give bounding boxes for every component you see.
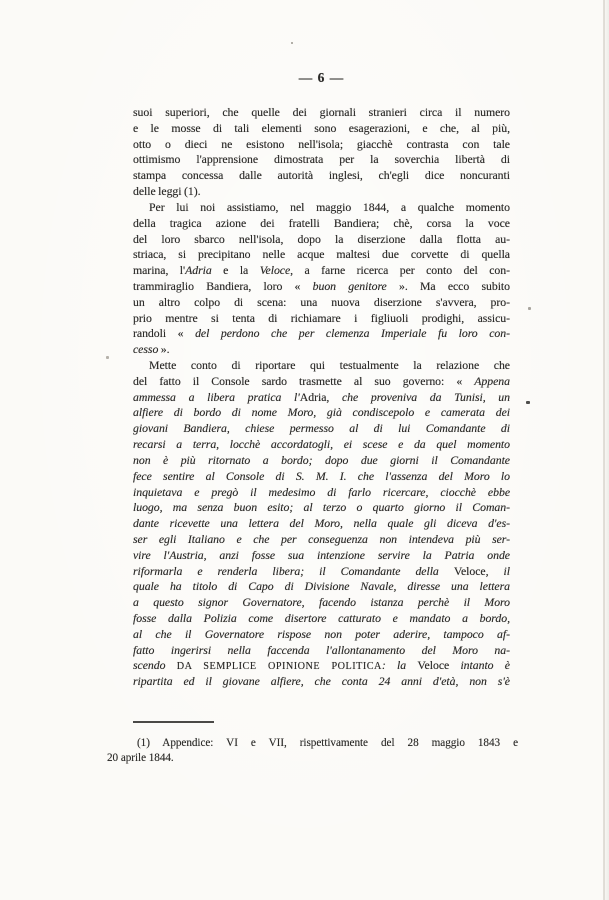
text-line — [107, 751, 518, 766]
scan-speck — [106, 356, 109, 359]
text-line — [133, 658, 510, 674]
text-segment: del fatto il Console sardo trasmette al suo governo: « — [133, 373, 475, 388]
text-line — [133, 279, 510, 295]
page-edge-shadow — [603, 0, 609, 900]
text-segment: ». — [158, 342, 170, 357]
text-segment: trammiraglio Bandiera, loro « — [133, 278, 313, 293]
text-segment: delle leggi (1). — [133, 184, 201, 199]
text-line — [133, 263, 510, 279]
paragraph — [133, 105, 510, 200]
text-line — [133, 421, 510, 437]
text-segment: non è più ritornato a bordo; dopo due giorni il Comandante — [133, 452, 510, 467]
text-segment: DA SEMPLICE OPINIONE POLITICA — [176, 661, 382, 673]
text-segment: fosse dalla Polizia come disertore catturato e mandato a bordo, — [133, 611, 510, 625]
text-line — [133, 137, 510, 153]
page-number: — 6 — — [298, 70, 345, 85]
text-segment: , il — [485, 563, 510, 578]
paragraph — [133, 358, 510, 690]
text-segment: del loro sbarco nell'isola, dopo la diserzione dalla flotta au- — [133, 231, 510, 246]
text-segment: del perdono che per clemenza Imperiale fu loro con- — [195, 326, 510, 341]
text-segment: ottimismo l'apprensione dimostrata per la soverchia libertà di — [133, 152, 510, 167]
text-line — [133, 643, 510, 659]
text-segment: randoli « — [133, 326, 196, 341]
text-line — [133, 437, 510, 453]
text-segment: ripartita ed il giovane alfiere, che conta 24 anni d'età, non s'è — [133, 674, 510, 689]
text-line — [133, 627, 510, 643]
text-line — [133, 358, 510, 374]
text-segment: ser egli Italiano e che per conseguenza non intendeva più ser- — [133, 531, 510, 546]
text-segment: fatto ingerirsi nella faccenda l'allontanamento del Moro na- — [133, 642, 510, 657]
text-line — [133, 121, 510, 137]
text-segment: quale ha titolo di Capo di Divisione Navale, diresse una lettera — [133, 579, 510, 594]
text-segment: recarsi a terra, locchè accordatogli, ei scese e da quel momento — [133, 437, 510, 452]
text-line — [133, 405, 510, 421]
text-segment: luogo, ma senza buon esito; al terzo o quarto giorno il Coman- — [133, 500, 510, 515]
text-segment: 20 aprile 1844. — [107, 752, 174, 765]
text-segment: Veloce — [453, 563, 486, 578]
text-segment: stampa concessa dalle autorità inglesi, ch'egli dice noncuranti — [133, 168, 510, 183]
text-line — [133, 453, 510, 469]
text-segment: scendo — [133, 658, 177, 673]
text-line — [133, 674, 510, 690]
text-segment: Appena — [474, 373, 510, 388]
text-segment: inquietava e pregò il medesimo di farlo ricercare, ciocchè ebbe — [133, 484, 510, 499]
text-line — [133, 500, 510, 516]
text-line — [133, 232, 510, 248]
text-line — [133, 374, 510, 390]
text-segment: marina, l' — [133, 263, 186, 278]
text-segment: un altro colpo di scena: una nuova diserzione s'avvera, pro- — [133, 294, 510, 309]
text-segment: ammessa a libera pratica l' — [133, 389, 300, 404]
text-segment: Per lui noi assistiamo, nel maggio 1844, a qualche momento — [149, 199, 510, 214]
scan-speck — [526, 401, 530, 404]
text-line — [133, 390, 510, 406]
text-segment: dante ricevette una lettera del Moro, nella quale gli diceva d'es- — [133, 516, 510, 531]
scan-speck — [528, 307, 531, 310]
text-segment: Adria — [185, 263, 212, 278]
text-line — [133, 295, 510, 311]
footnote — [107, 736, 518, 767]
text-line — [107, 736, 518, 751]
text-segment: ». Ma ecco subito — [386, 278, 510, 293]
text-line — [133, 168, 510, 184]
text-line — [133, 152, 510, 168]
text-segment: vire l'Austria, anzi fosse sua intenzione servire la Patria onde — [133, 547, 510, 562]
body-text — [133, 105, 510, 690]
text-line — [133, 516, 510, 532]
text-segment: al che il Governatore rispose non poter aderire, tampoco af- — [133, 626, 510, 641]
text-line — [133, 548, 510, 564]
text-segment: (1) Appendice: VI e VII, rispettivamente del 28 maggio 1843 e — [137, 737, 518, 749]
text-segment: alfiere di bordo di nome Moro, già condiscepolo e camerata dei — [133, 405, 510, 420]
text-line — [133, 485, 510, 501]
text-segment: e la — [211, 263, 260, 278]
text-segment: suoi superiori, che quelle dei giornali stranieri circa il numero — [133, 105, 510, 119]
text-line — [133, 564, 510, 580]
text-segment: cesso — [133, 342, 159, 357]
footnote-separator — [133, 721, 214, 723]
text-line — [133, 579, 510, 595]
text-line — [133, 532, 510, 548]
text-line — [133, 342, 510, 358]
text-line — [133, 469, 510, 485]
text-segment: Mette conto di riportare qui testualmente la relazione che — [149, 358, 510, 372]
text-segment: Adria — [299, 389, 327, 404]
text-segment: , a farne ricerca per conto del con- — [290, 263, 510, 278]
text-line — [133, 595, 510, 611]
text-line — [133, 105, 510, 121]
text-segment: buon genitore — [312, 278, 387, 293]
text-segment: striaca, si precipitano nelle acque maltesi due corvette di quella — [133, 247, 510, 262]
text-segment: : la — [381, 658, 418, 673]
text-line — [133, 247, 510, 263]
text-segment: Veloce — [417, 658, 450, 673]
text-segment: prio mentre si tenta di richiamare i figliuoli prodighi, assicu- — [133, 310, 510, 325]
text-segment: della tragica azione dei fratelli Bandiera; chè, corsa la voce — [133, 215, 510, 230]
paragraph — [133, 200, 510, 358]
text-line — [133, 216, 510, 232]
text-line — [133, 611, 510, 627]
text-line — [133, 311, 510, 327]
scan-speck — [291, 42, 293, 44]
text-line — [133, 184, 510, 200]
text-segment: Veloce — [259, 263, 291, 278]
text-segment: a questo signor Governatore, facendo istanza perchè il Moro — [133, 595, 510, 610]
text-line — [133, 200, 510, 216]
text-segment: , che proveniva da Tunisi, un — [326, 389, 510, 404]
text-line — [133, 326, 510, 342]
text-segment: giovani Bandiera, chiese permesso al di lui Comandante di — [133, 421, 510, 436]
text-segment: riformarla e renderla libera; il Comandante della — [133, 563, 454, 578]
text-segment: intanto è — [449, 658, 510, 673]
text-segment: otto o dieci ne esistono nell'isola; giacchè contrasta con tale — [133, 136, 510, 151]
text-segment: e le mosse di tali elementi sono esagerazioni, e che, al più, — [133, 120, 510, 135]
text-segment: fece sentire al Console di S. M. I. che l'assenza del Moro lo — [133, 468, 510, 483]
